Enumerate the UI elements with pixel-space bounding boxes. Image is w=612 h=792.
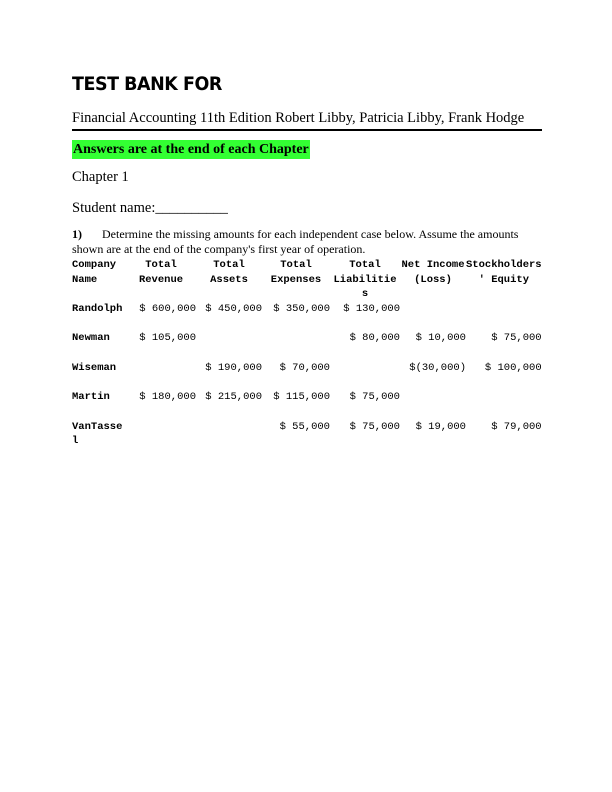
cell-liabilities: $ 80,000 (349, 332, 400, 344)
cell-expenses: $ 350,000 (273, 302, 330, 315)
book-title: Financial Accounting 11th Edition Robert Libby, Patricia Libby, Frank Hodge (72, 110, 525, 126)
cell-company-name: Martin (72, 391, 110, 403)
table-row (72, 302, 542, 332)
cell-revenue (126, 420, 196, 464)
cell-assets: $ 450,000 (205, 302, 262, 315)
cell-liabilities: $ 75,000 (349, 391, 400, 403)
header-stockholders-equity: Stockholders ' Equity (466, 259, 542, 286)
cell-expenses (262, 331, 330, 361)
cell-company-name: Randolph (72, 302, 123, 315)
cell-expenses: $ 70,000 (279, 361, 330, 374)
document-title: TEST BANK FOR (72, 73, 222, 95)
question-number: 1) (72, 227, 82, 241)
table-row (72, 331, 542, 361)
header-net-income: Net Income (Loss) (401, 259, 465, 286)
cell-assets (196, 420, 262, 464)
student-name-field: Student name:__________ (72, 200, 228, 216)
cell-expenses: $ 115,000 (273, 391, 330, 403)
cell-equity (466, 302, 542, 332)
cell-net-income: $(30,000) (409, 361, 466, 374)
table-header-row (72, 258, 542, 302)
cell-liabilities: $ 75,000 (349, 420, 400, 433)
header-company-name: Company Name (72, 259, 117, 286)
cell-equity: $ 75,000 (491, 332, 542, 344)
cell-company-name: VanTassel (72, 420, 123, 447)
cell-equity (466, 390, 542, 420)
cell-revenue: $ 180,000 (139, 391, 196, 403)
cell-equity: $ 79,000 (491, 420, 542, 433)
question-1 (72, 227, 542, 256)
cell-liabilities (330, 361, 400, 391)
cell-revenue (126, 361, 196, 391)
cell-expenses: $ 55,000 (279, 420, 330, 433)
cell-company-name: Newman (72, 332, 110, 344)
cell-company-name: Wiseman (72, 361, 117, 374)
answers-note-highlight: Answers are at the end of each Chapter (73, 142, 309, 157)
table-row (72, 420, 542, 464)
cell-equity: $ 100,000 (484, 361, 542, 374)
header-total-expenses: Total Expenses (270, 259, 322, 286)
table-body (72, 302, 542, 464)
table-row (72, 390, 542, 420)
header-total-liabilities: Total Liabilitie s (333, 259, 397, 300)
chapter-heading: Chapter 1 (72, 169, 129, 185)
cell-revenue: $ 105,000 (139, 332, 196, 344)
cell-net-income (400, 302, 466, 332)
cell-net-income: $ 19,000 (415, 420, 466, 433)
cell-revenue: $ 600,000 (139, 302, 196, 315)
cases-table (72, 258, 542, 464)
header-total-revenue: Total Revenue (138, 259, 184, 286)
question-text: Determine the missing amounts for each independent case below. Assume the amounts shown are at the end of the company's first year of operation. (72, 227, 519, 256)
cell-liabilities: $ 130,000 (343, 302, 400, 315)
cell-net-income (400, 390, 466, 420)
table-row (72, 361, 542, 391)
title-divider (72, 129, 542, 131)
cell-net-income: $ 10,000 (415, 332, 466, 344)
cell-assets: $ 215,000 (205, 391, 262, 403)
cell-assets: $ 190,000 (205, 361, 262, 374)
cell-assets (196, 331, 262, 361)
header-total-assets: Total Assets (210, 259, 248, 286)
